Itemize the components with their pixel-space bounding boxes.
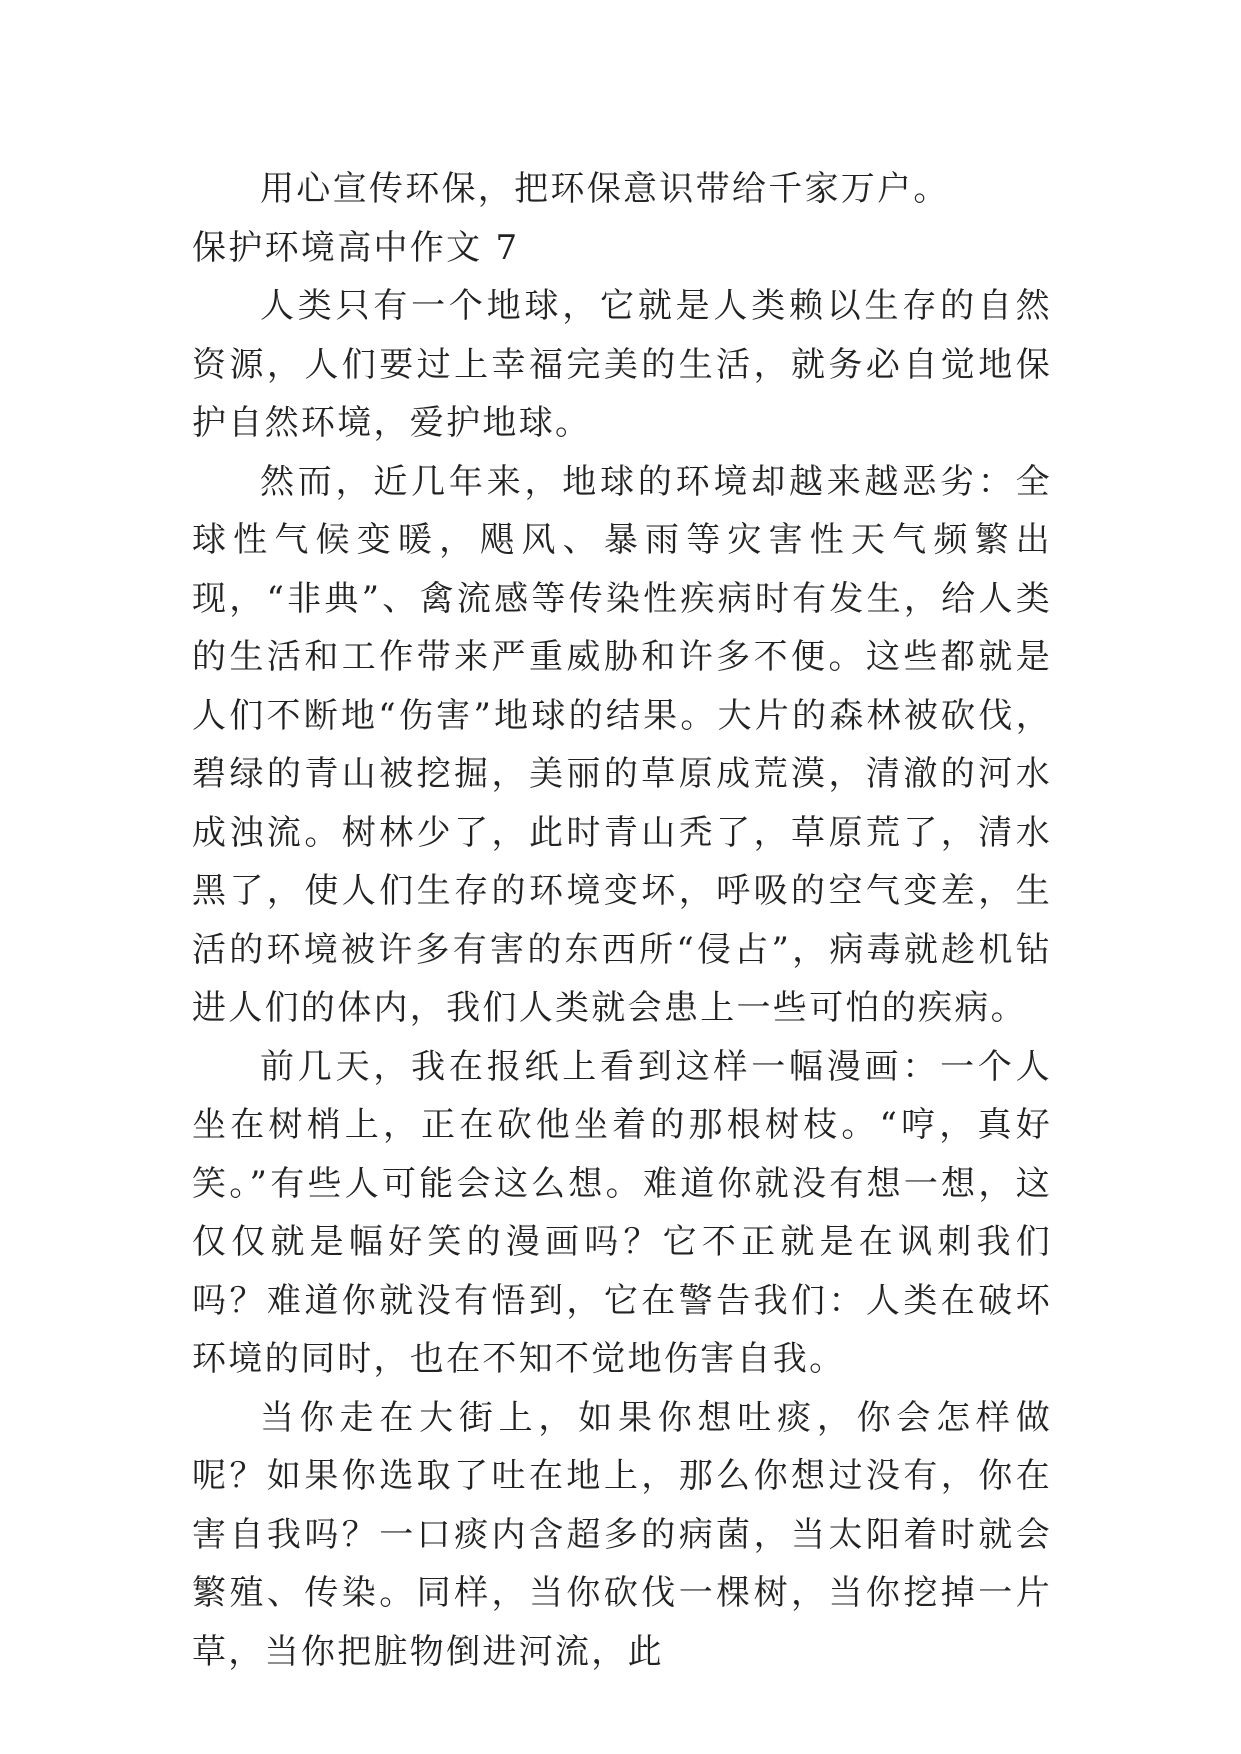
paragraph-3: 前几天，我在报纸上看到这样一幅漫画：一个人坐在树梢上，正在砍他坐着的那根树枝。“哼，真好笑。”有些人可能会这么想。难道你就没有想一想，这仅仅就是幅好笑的漫画吗？它不正就是在讽刺我们吗？难道你就没有悟到，它在警告我们：人类在破坏环境的同时，也在不知不觉地伤害自我。 (192, 1046, 1052, 1379)
essay-title: 保护环境高中作文 7 (192, 227, 520, 268)
paragraph-4: 当你走在大街上，如果你想吐痰，你会怎样做呢？如果你选取了吐在地上，那么你想过没有，你在害自我吗？一口痰内含超多的病菌，当太阳着时就会繁殖、传染。同样，当你砍伐一棵树，当你挖掉一片草，当你把脏物倒进河流，此 (192, 1397, 1052, 1672)
paragraph-2: 然而，近几年来，地球的环境却越来越恶劣：全球性气候变暖，飓风、暴雨等灾害性天气频繁出现，“非典”、禽流感等传染性疾病时有发生，给人类的生活和工作带来严重威胁和许多不便。这些都就是人们不断地“伤害”地球的结果。大片的森林被砍伐，碧绿的青山被挖掘，美丽的草原成荒漠，清澈的河水成浊流。树林少了，此时青山秃了，草原荒了，清水黑了，使人们生存的环境变坏，呼吸的空气变差，生活的环境被许多有害的东西所“侵占”，病毒就趁机钻进人们的体内，我们人类就会患上一些可怕的疾病。 (192, 461, 1052, 1028)
document-body (192, 160, 1052, 1681)
paragraph-1: 人类只有一个地球，它就是人类赖以生存的自然资源，人们要过上幸福完美的生活，就务必自觉地保护自然环境，爱护地球。 (192, 286, 1052, 443)
lead-line: 用心宣传环保，把环保意识带给千家万户。 (260, 169, 950, 209)
